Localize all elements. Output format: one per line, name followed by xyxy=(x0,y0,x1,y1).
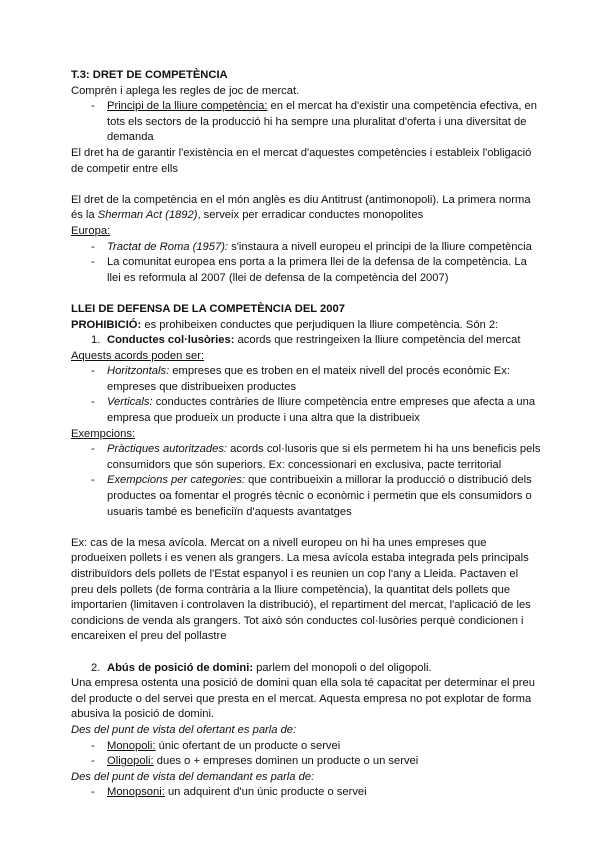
item-2-label: Abús de posició de domini: xyxy=(107,661,254,674)
section-title-llei: LLEI DE DEFENSA DE LA COMPETÈNCIA DEL 2007 xyxy=(71,302,345,315)
exempcions-item-1 xyxy=(71,442,541,473)
exempcions-item-2 xyxy=(71,473,541,520)
europa-item-2 xyxy=(71,255,541,286)
prohibicio-text xyxy=(71,318,541,334)
exempcions-label: Exempcions: xyxy=(71,427,136,440)
monopoli-label: Monopoli: xyxy=(107,739,156,752)
oligopoli-label: Oligopoli: xyxy=(107,755,154,768)
principi-item xyxy=(71,99,541,146)
monopsoni-item xyxy=(71,785,541,801)
acords-item-2 xyxy=(71,395,541,426)
domini-text: Una empresa ostenta una posició de domini quan ella sola té capacitat per determinar el preu del producte o del servei que presta en el mercat. Aquesta empresa no pot explotar de forma abusiva la posició de domini. xyxy=(71,677,535,721)
categories-label: Exempcions per categories: xyxy=(107,474,246,487)
oligopoli-item xyxy=(71,754,541,770)
item-1-text: acords que restringeixen la lliure competència del mercat xyxy=(234,334,521,347)
item-1 xyxy=(71,333,541,349)
oligopoli-text: dues o + empreses dominen un producte o un servei xyxy=(153,755,419,768)
practiques-text: acords col·lusoris que si els permetem hi ha uns beneficis pels consumidors que són superiors. Ex: concessionari en exclusiva, pacte territorial xyxy=(107,443,541,471)
principi-text: en el mercat ha d'existir una competència efectiva, en tots els sectors de la producció hi ha sempre una pluralitat d'oferta i una diversitat de demanda xyxy=(107,100,537,144)
monopoli-item xyxy=(71,739,541,755)
prohibicio-label: PROHIBICIÓ: xyxy=(71,318,142,331)
acords-item-1 xyxy=(71,364,541,395)
sherman-act: Sherman Act (1892) xyxy=(97,209,198,222)
tractat-roma-label: Tractat de Roma (1957): xyxy=(107,240,229,253)
europa-item-1 xyxy=(71,240,541,256)
section-title-t3: T.3: DRET DE COMPETÈNCIA xyxy=(71,69,228,81)
dret-garantir-text: El dret ha de garantir l'existència en el mercat d'aquestes competències i estableix l'obligació de competir entre ells xyxy=(71,146,532,175)
item-1-number: 1. xyxy=(91,334,101,347)
practiques-label: Pràctiques autoritzades: xyxy=(107,443,228,456)
antitrust-text xyxy=(71,193,541,224)
horitzontals-text: empreses que es troben en el mateix nivell del procés econòmic Ex: empreses que distribueixen productes xyxy=(107,365,510,393)
acords-label: Aquests acords poden ser: xyxy=(71,349,205,362)
item-2 xyxy=(71,661,541,677)
monopsoni-text: un adquirent d'un únic producte o servei xyxy=(164,786,367,799)
document-page xyxy=(71,68,541,801)
horitzontals-label: Horitzontals: xyxy=(107,365,170,378)
item-2-number: 2. xyxy=(91,661,101,674)
europa-label: Europa: xyxy=(71,224,111,237)
ofertant-label: Des del punt de vista del ofertant es parla de: xyxy=(71,723,297,736)
antitrust-post: , serveix per erradicar conductes monopolites xyxy=(197,209,424,222)
monopoli-text: únic ofertant de un producte o servei xyxy=(155,739,341,752)
verticals-label: Verticals: xyxy=(107,396,153,409)
monopsoni-label: Monopsoni: xyxy=(107,786,165,799)
item-2-text: parlem del monopoli o del oligopoli. xyxy=(253,661,432,674)
demandant-label: Des del punt de vista del demandant es parla de: xyxy=(71,770,315,783)
mesa-avicola-text: Ex: cas de la mesa avícola. Mercat on a nivell europeu on hi ha unes empreses que produeixen pollets i es venen als grangers. La mesa avícola estaba integrada pels principals distribuïdors dels pollets de l'Estat espanyol i es reunien un cop l'any a Lleida. Pactaven el preu dels pollets (de forma contrària a la lliure competència), la quantitat dels pollets que importarien (limitaven i controlaven la distribució), el repartiment del mercat, l'aplicació de les condicions de venda als grangers. Tot això són conductes col·lusòries perquè condicionen i encareixen el preu del pollastre xyxy=(71,536,531,643)
antitrust-pre: El dret de la competència en el món anglès es diu Antitrust (antimonopoli). La primera norma és la xyxy=(71,193,531,222)
principi-label: Principi de la lliure competència: xyxy=(107,100,268,113)
item-1-label: Conductes col·lusòries: xyxy=(107,334,235,347)
europa-item-2-text: La comunitat europea ens porta a la primera llei de la defensa de la competència. La llei es reformula al 2007 (llei de defensa de la competència del 2007) xyxy=(107,256,527,284)
europa-item-1-text: s'instaura a nivell europeu el principi de la lliure competència xyxy=(228,240,532,253)
intro-text: Comprén i aplega les regles de joc de mercat. xyxy=(71,84,300,97)
verticals-text: conductes contràries de lliure competència entre empreses que afecta a una empresa que produeix un producte i una altra que la distribueix xyxy=(107,396,536,425)
prohibicio-body: es prohibeixen conductes que perjudiquen la lliure competència. Són 2: xyxy=(141,318,499,331)
categories-text: que contribueixin a millorar la producció o distribució dels productes oa fomentar el progrés tècnic o econòmic i permetin que els consumidors o usuaris també es beneficiïn d'aquests avantatges xyxy=(107,474,532,518)
